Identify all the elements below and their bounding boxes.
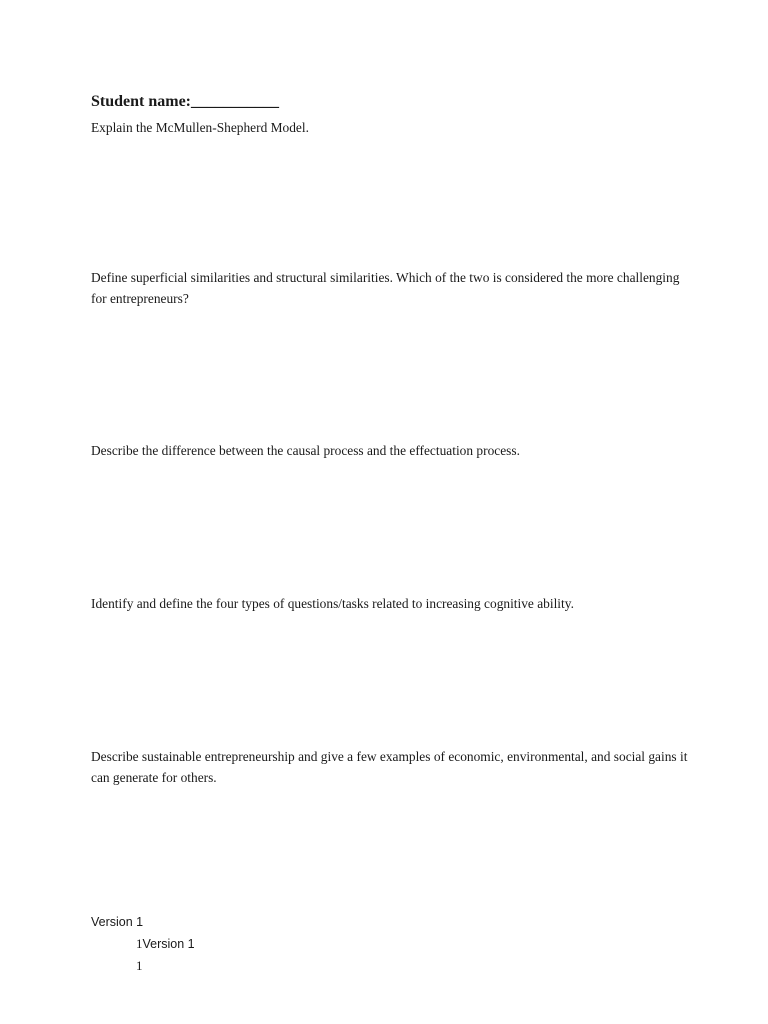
student-name-line — [91, 93, 279, 111]
footer-version-repeat: Version 1 — [142, 937, 195, 951]
question-5: Describe sustainable entrepreneurship and give a few examples of economic, environmental, and social gains it can generate for others. — [91, 749, 688, 785]
footer-page-version — [136, 936, 195, 952]
question-4: Identify and define the four types of questions/tasks related to increasing cognitive ability. — [91, 596, 574, 611]
student-name-label: Student name: — [91, 93, 192, 110]
footer-page-number: 1 — [136, 936, 143, 951]
student-name-blank: ___________ — [191, 93, 280, 110]
footer-page-number-2 — [136, 958, 143, 974]
footer-page-number-repeat: 1 — [136, 958, 143, 973]
footer-version: Version 1 — [91, 915, 144, 929]
question-2: Define superficial similarities and structural similarities. Which of the two is considered the more challenging for entrepreneurs? — [91, 270, 680, 306]
question-1: Explain the McMullen-Shepherd Model. — [91, 120, 309, 135]
question-3: Describe the difference between the causal process and the effectuation process. — [91, 443, 520, 458]
